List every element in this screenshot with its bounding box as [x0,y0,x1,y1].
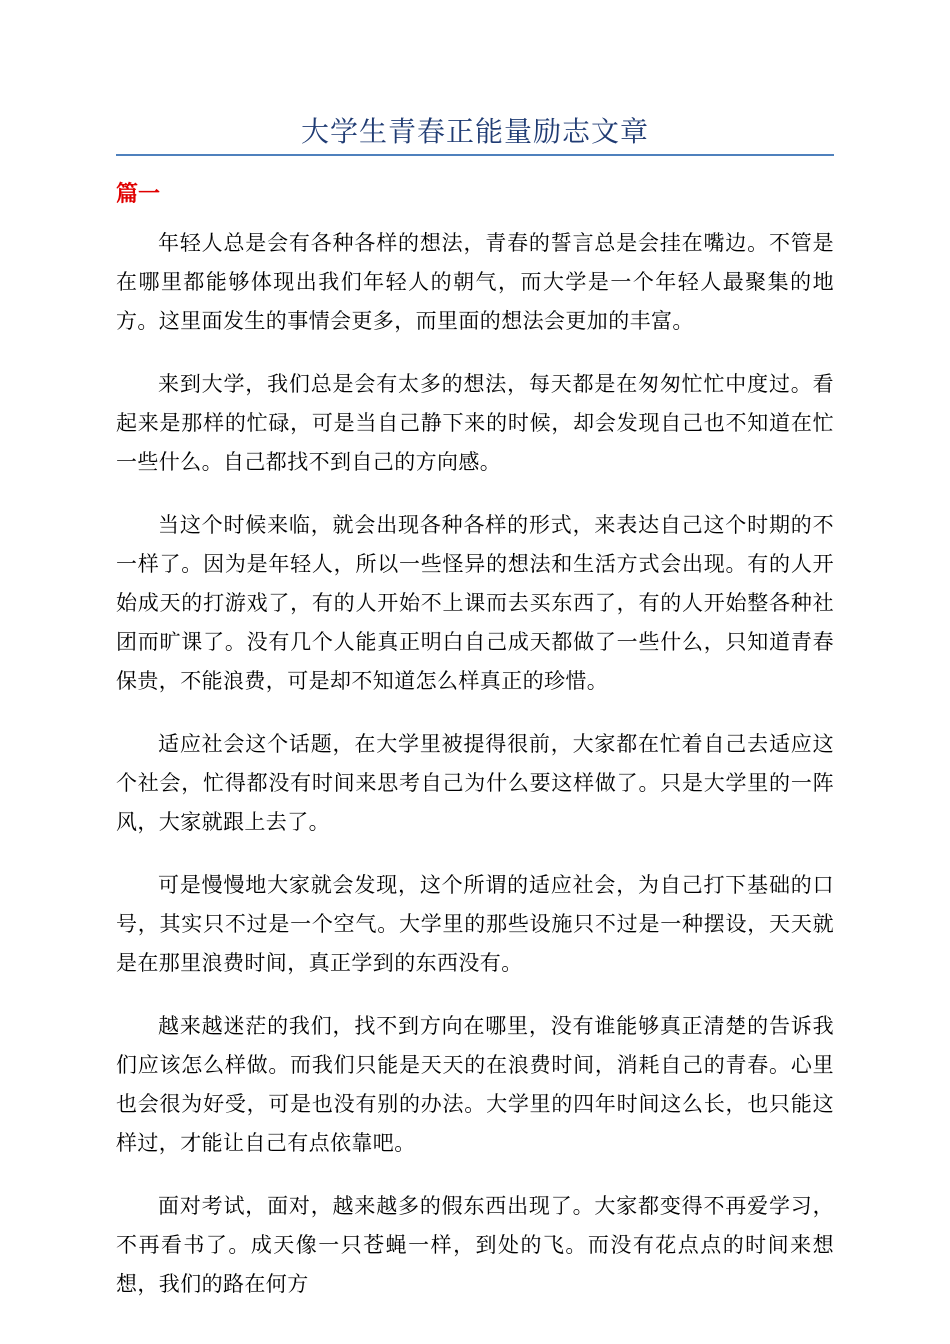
paragraph-5: 可是慢慢地大家就会发现，这个所谓的适应社会，为自己打下基础的口号，其实只不过是一个空气。大学里的那些设施只不过是一种摆设，天天就是在那里浪费时间，真正学到的东西没有。 [116,873,834,975]
article-body [116,224,834,1304]
document-title: 大学生青春正能量励志文章 [300,115,649,148]
title-underline-divider [116,154,834,156]
paragraph-2: 来到大学，我们总是会有太多的想法，每天都是在匆匆忙忙中度过。看起来是那样的忙碌，可是当自己静下来的时候，却会发现自己也不知道在忙一些什么。自己都找不到自己的方向感。 [116,372,834,474]
section-heading: 篇一 [116,182,161,207]
paragraph-6: 越来越迷茫的我们，找不到方向在哪里，没有谁能够真正清楚的告诉我们应该怎么样做。而我们只能是天天的在浪费时间，消耗自己的青春。心里也会很为好受，可是也没有别的办法。大学里的四年时间这么长，也只能这样过，才能让自己有点依靠吧。 [116,1014,834,1155]
paragraph-1: 年轻人总是会有各种各样的想法，青春的誓言总是会挂在嘴边。不管是在哪里都能够体现出我们年轻人的朝气，而大学是一个年轻人最聚集的地方。这里面发生的事情会更多，而里面的想法会更加的丰富。 [116,231,834,333]
paragraph-3: 当这个时候来临，就会出现各种各样的形式，来表达自己这个时期的不一样了。因为是年轻人，所以一些怪异的想法和生活方式会出现。有的人开始成天的打游戏了，有的人开始不上课而去买东西了，有的人开始整各种社团而旷课了。没有几个人能真正明白自己成天都做了一些什么，只知道青春保贵，不能浪费，可是却不知道怎么样真正的珍惜。 [116,513,834,693]
paragraph-4: 适应社会这个话题，在大学里被提得很前，大家都在忙着自己去适应这个社会，忙得都没有时间来思考自己为什么要这样做了。只是大学里的一阵风，大家就跟上去了。 [116,732,834,834]
paragraph-7: 面对考试，面对，越来越多的假东西出现了。大家都变得不再爱学习，不再看书了。成天像一只苍蝇一样，到处的飞。而没有花点点的时间来想想，我们的路在何方 [116,1194,834,1296]
